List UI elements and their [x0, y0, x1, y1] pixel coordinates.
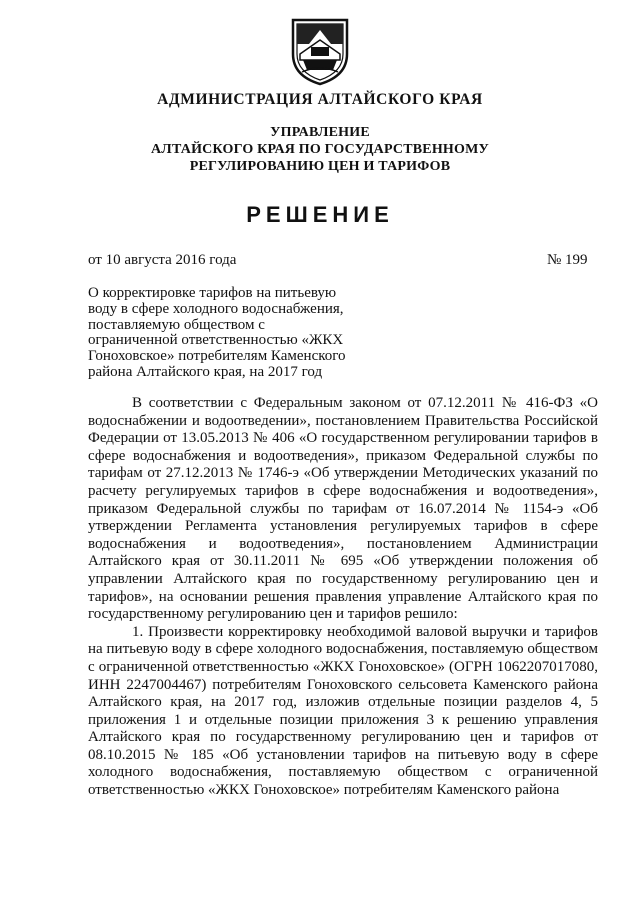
decision-subject: О корректировке тарифов на питьевую воду в сфере холодного водоснабжения, поставляемую обществом с ограниченной ответственностью «ЖКХ Гоноховское» потребителям Каменского района Алтайского края, на 2017 год — [88, 285, 346, 380]
administration-title: АДМИНИСТРАЦИЯ АЛТАЙСКОГО КРАЯ — [157, 91, 483, 108]
coat-of-arms-icon — [287, 14, 353, 86]
decision-body — [88, 395, 598, 800]
body-paragraph-item-1: 1. Произвести корректировку необходимой валовой выручки и тарифов на питьевую воду в сфере холодного водоснабжения, поставляемую обществом с ограниченной ответственностью «ЖКХ Гоноховское» (ОГРН 1062207017080, ИНН 2247004467) потребителям Гоноховского сельсовета Каменского района Алтайского края, на 2017 год, изложив отдельные позиции разделов 4, 5 приложения 1 и отдельные позиции приложения 3 к решению управления Алтайского края по государственному регулированию цен и тарифов от 08.10.2015 № 185 «Об установлении тарифов на питьевую воду в сфере холодного водоснабжения, поставляемую обществом с ограниченной ответственностью «ЖКХ Гоноховское» потребителям Каменского района — [88, 623, 598, 799]
decision-title: РЕШЕНИЕ — [246, 202, 394, 227]
department-title: УПРАВЛЕНИЕ АЛТАЙСКОГО КРАЯ ПО ГОСУДАРСТВЕННОМУ РЕГУЛИРОВАНИЮ ЦЕН И ТАРИФОВ — [151, 125, 489, 174]
body-paragraph-legal-basis: В соответствии с Федеральным законом от 07.12.2011 № 416-ФЗ «О водоснабжении и водоотведении», постановлением Правительства Российской Федерации от 13.05.2013 № 406 «О государственном регулировании тарифов в сфере водоснабжения и водоотведения», приказом Федеральной службы по тарифам от 27.12.2013 № 1746-э «Об утверждении Методических указаний по расчету регулируемых тарифов в сфере водоснабжения и водоотведения», приказом Федеральной службы по тарифам от 16.07.2014 № 1154-э «Об утверждении Регламента установления регулируемых тарифов в сфере водоснабжения и водоотведения», постановлением Администрации Алтайского края от 30.11.2011 № 695 «Об утверждении положения об управлении Алтайского края по государственному регулированию цен и тарифов», на основании решения правления управление Алтайского края по государственному регулированию цен и тарифов решило: — [88, 395, 598, 623]
decision-date: от 10 августа 2016 года — [88, 252, 237, 268]
decision-number: № 199 — [547, 252, 588, 268]
